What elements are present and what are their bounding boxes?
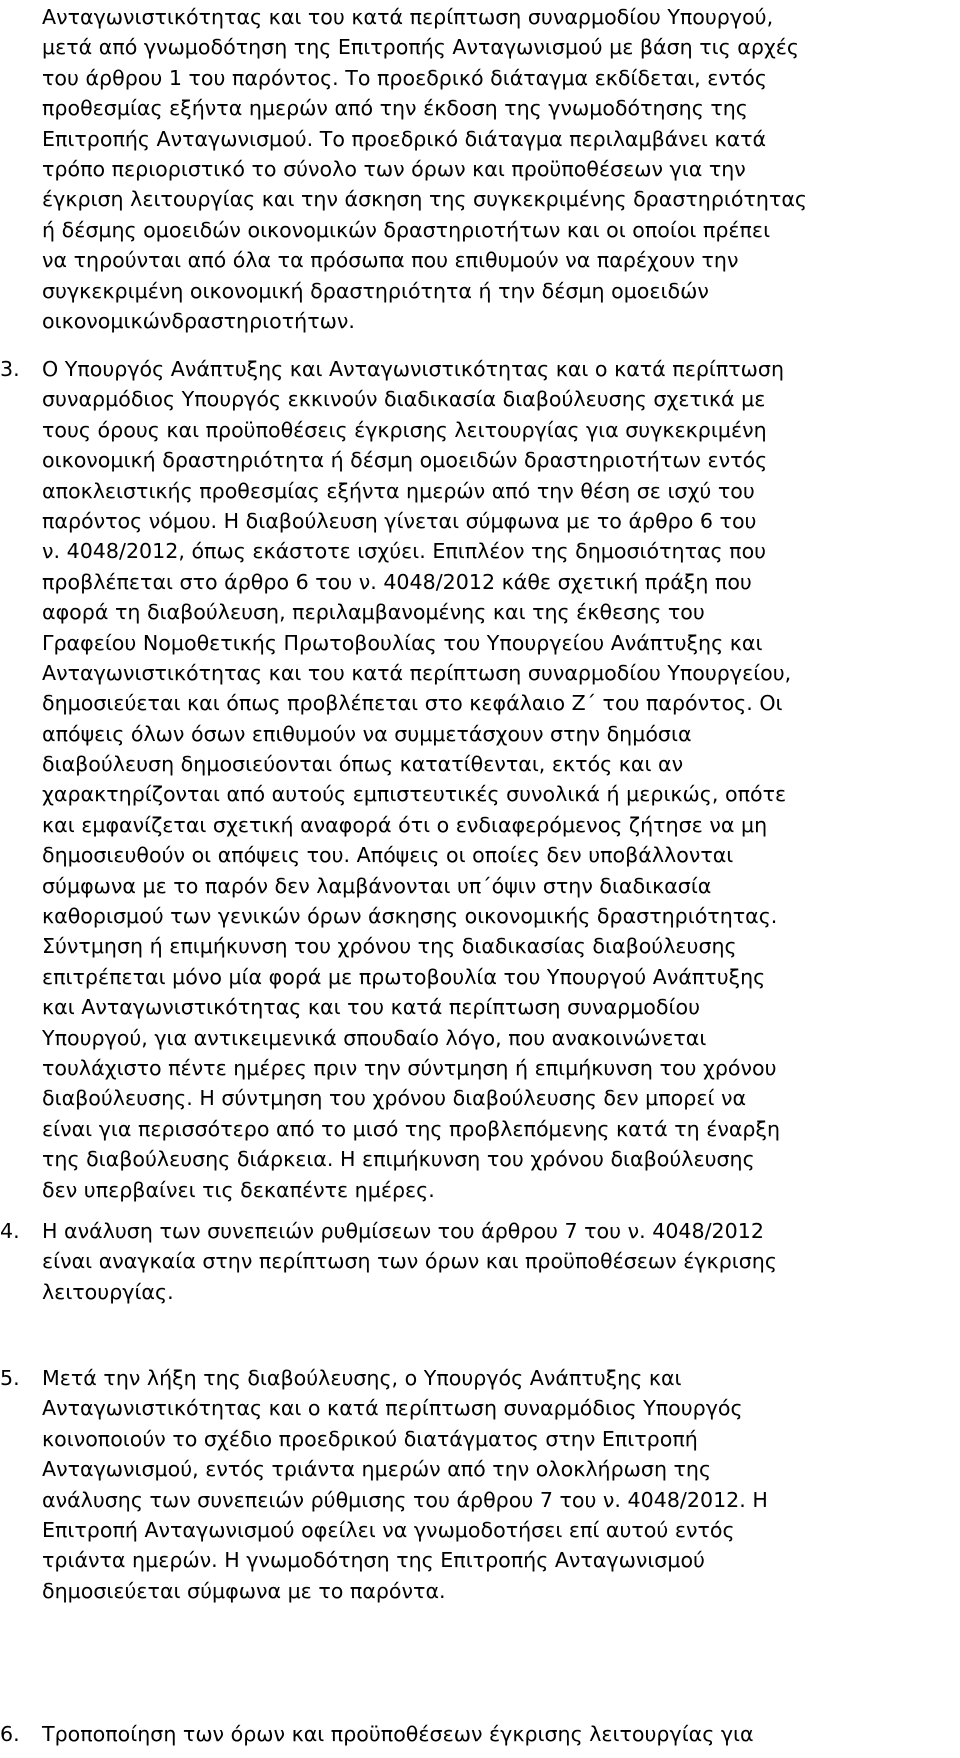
text-line: ν. 4048/2012, όπως εκάστοτε ισχύει. Επιπλέον της δημοσιότητας που (42, 539, 767, 564)
text-line: δημοσιεύεται σύμφωνα με το παρόντα. (42, 1578, 446, 1603)
text-line: Γραφείου Νομοθετικής Πρωτοβουλίας του Υπουργείου Ανάπτυξης και (42, 630, 763, 655)
text-line: Ανταγωνιστικότητας και του κατά περίπτωση συναρμοδίου Υπουργείου, (42, 660, 792, 685)
text-line: Υπουργού, για αντικειμενικά σπουδαίο λόγο, που ανακοινώνεται (42, 1025, 707, 1050)
text-line: τρόπο περιοριστικό το σύνολο των όρων και προϋποθέσεων για την (42, 156, 746, 181)
text-line: προθεσμίας εξήντα ημερών από την έκδοση της γνωμοδότησης της (42, 96, 748, 121)
item-number: 3. (0, 357, 20, 381)
text-line: μετά από γνωμοδότηση της Επιτροπής Ανταγωνισμού με βάση τις αρχές (42, 35, 800, 60)
text-line: αφορά τη διαβούλευση, περιλαμβανομένης και της έκθεσης του (42, 600, 705, 625)
text-line: αποκλειστικής προθεσμίας εξήντα ημερών από την θέση σε ισχύ του (42, 478, 755, 503)
text-line: τριάντα ημερών. Η γνωμοδότηση της Επιτροπής Ανταγωνισμού (42, 1548, 705, 1573)
text-line: της διαβούλευσης διάρκεια. Η επιμήκυνση του χρόνου διαβούλευσης (42, 1147, 755, 1172)
text-line: έγκριση λειτουργίας και την άσκηση της συγκεκριμένης δραστηριότητας (42, 187, 807, 212)
item-text (42, 1719, 957, 1749)
text-line: Επιτροπής Ανταγωνισμού. Το προεδρικό διάταγμα περιλαμβάνει κατά (42, 126, 767, 151)
item-text (42, 354, 957, 1205)
text-line: Επιτροπή Ανταγωνισμού οφείλει να γνωμοδοτήσει επί αυτού εντός (42, 1517, 735, 1542)
text-line: συγκεκριμένη οικονομική δραστηριότητα ή την δέσμη ομοειδών (42, 278, 709, 303)
text-line: Τροποποίηση των όρων και προϋποθέσεων έγκρισης λειτουργίας για (42, 1722, 754, 1746)
text-line: λειτουργίας. (42, 1279, 174, 1304)
text-line: κοινοποιούν το σχέδιο προεδρικού διατάγματος στην Επιτροπή (42, 1426, 698, 1451)
item-text (42, 1363, 957, 1606)
text-line: Μετά την λήξη της διαβούλευσης, ο Υπουργός Ανάπτυξης και (42, 1366, 682, 1390)
text-line: παρόντος νόμου. Η διαβούλευση γίνεται σύμφωνα με το άρθρο 6 του (42, 508, 757, 533)
item-number: 6. (0, 1722, 20, 1746)
text-line: να τηρούνται από όλα τα πρόσωπα που επιθυμούν να παρέχουν την (42, 248, 739, 273)
text-line: οικονομικώνδραστηριοτήτων. (42, 308, 355, 333)
text-line: ανάλυσης των συνεπειών ρύθμισης του άρθρου 7 του ν. 4048/2012. Η (42, 1487, 768, 1512)
text-line: δεν υπερβαίνει τις δεκαπέντε ημέρες. (42, 1177, 435, 1202)
text-line: τουλάχιστο πέντε ημέρες πριν την σύντμηση ή επιμήκυνση του χρόνου (42, 1055, 777, 1080)
text-line: είναι για περισσότερο από το μισό της προβλεπόμενης κατά τη έναρξη (42, 1116, 781, 1141)
text-line: καθορισμού των γενικών όρων άσκησης οικονομικής δραστηριότητας. (42, 904, 778, 929)
text-line: Σύντμηση ή επιμήκυνση του χρόνου της διαδικασίας διαβούλευσης (42, 934, 737, 959)
text-line: και Ανταγωνιστικότητας και του κατά περίπτωση συναρμοδίου (42, 995, 700, 1020)
text-line: συναρμόδιος Υπουργός εκκινούν διαδικασία διαβούλευσης σχετικά με (42, 387, 766, 412)
text-line: Η ανάλυση των συνεπειών ρυθμίσεων του άρθρου 7 του ν. 4048/2012 (42, 1219, 764, 1243)
text-line: είναι αναγκαία στην περίπτωση των όρων και προϋποθέσεων έγκρισης (42, 1249, 777, 1274)
text-line: δημοσιευθούν οι απόψεις του. Απόψεις οι οποίες δεν υποβάλλονται (42, 843, 734, 868)
text-line: χαρακτηρίζονται από αυτούς εμπιστευτικές συνολικά ή μερικώς, οπότε (42, 782, 787, 807)
intro-paragraph (42, 2, 957, 336)
text-line: οικονομική δραστηριότητα ή δέσμη ομοειδών δραστηριοτήτων εντός (42, 448, 768, 473)
text-line: Ανταγωνιστικότητας και του κατά περίπτωση συναρμοδίου Υπουργού, (42, 5, 774, 29)
item-text (42, 1216, 957, 1307)
text-line: προβλέπεται στο άρθρο 6 του ν. 4048/2012 κάθε σχετική πράξη που (42, 569, 752, 594)
text-line: απόψεις όλων όσων επιθυμούν να συμμετάσχουν στην δημόσια (42, 721, 692, 746)
text-line: Ο Υπουργός Ανάπτυξης και Ανταγωνιστικότητας και ο κατά περίπτωση (42, 357, 785, 381)
text-line: και εμφανίζεται σχετική αναφορά ότι ο ενδιαφερόμενος ζήτησε να μη (42, 812, 768, 837)
item-number: 4. (0, 1219, 20, 1243)
text-line: τους όρους και προϋποθέσεις έγκρισης λειτουργίας για συγκεκριμένη (42, 417, 767, 442)
item-number: 5. (0, 1366, 20, 1390)
text-line: ή δέσμης ομοειδών οικονομικών δραστηριοτήτων και οι οποίοι πρέπει (42, 217, 771, 242)
text-line: του άρθρου 1 του παρόντος. Το προεδρικό διάταγμα εκδίδεται, εντός (42, 65, 767, 90)
text-line: Ανταγωνιστικότητας και ο κατά περίπτωση συναρμόδιος Υπουργός (42, 1396, 743, 1421)
text-line: Ανταγωνισμού, εντός τριάντα ημερών από την ολοκλήρωση της (42, 1457, 712, 1482)
text-line: δημοσιεύεται και όπως προβλέπεται στο κεφάλαιο Ζ΄ του παρόντος. Οι (42, 691, 783, 716)
text-line: σύμφωνα με το παρόν δεν λαμβάνονται υπ΄όψιν στην διαδικασία (42, 873, 712, 898)
text-line: διαβούλευση δημοσιεύονται όπως κατατίθενται, εκτός και αν (42, 752, 684, 777)
text-line: επιτρέπεται μόνο μία φορά με πρωτοβουλία του Υπουργού Ανάπτυξης (42, 964, 766, 989)
text-line: διαβούλευσης. Η σύντμηση του χρόνου διαβούλευσης δεν μπορεί να (42, 1086, 747, 1111)
